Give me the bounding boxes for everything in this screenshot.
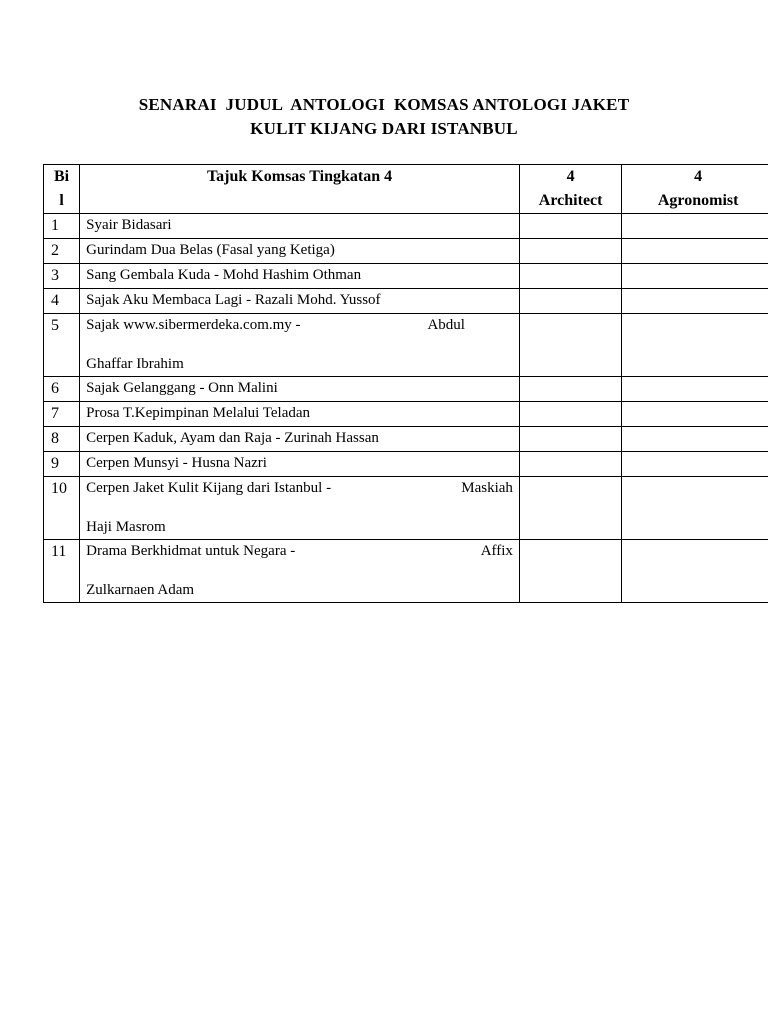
- row-title: Cerpen Kaduk, Ayam dan Raja - Zurinah Hassan: [80, 427, 520, 452]
- architect-cell: [519, 427, 621, 452]
- title-line-2: KULIT KIJANG DARI ISTANBUL: [250, 119, 518, 138]
- table-row: [44, 402, 768, 427]
- row-title: Prosa T.Kepimpinan Melalui Teladan: [80, 402, 520, 427]
- table-row: [44, 239, 768, 264]
- row-title: Cerpen Munsyi - Husna Nazri: [80, 452, 520, 477]
- table-row: [44, 477, 768, 540]
- agronomist-cell: [622, 264, 768, 289]
- row-title: Sajak Gelanggang - Onn Malini: [80, 377, 520, 402]
- architect-cell: [519, 540, 621, 603]
- row-title: Drama Berkhidmat untuk Negara - Affix Zulkarnaen Adam: [80, 540, 520, 603]
- agronomist-cell: [622, 540, 768, 603]
- architect-cell: [519, 314, 621, 377]
- table-row: [44, 264, 768, 289]
- table-row: [44, 452, 768, 477]
- agronomist-cell: [622, 452, 768, 477]
- architect-cell: [519, 477, 621, 540]
- row-title: Gurindam Dua Belas (Fasal yang Ketiga): [80, 239, 520, 264]
- architect-cell: [519, 239, 621, 264]
- row-title: Sajak Aku Membaca Lagi - Razali Mohd. Yussof: [80, 289, 520, 314]
- komsas-table: [43, 164, 768, 603]
- agronomist-cell: [622, 239, 768, 264]
- row-number: 11: [44, 540, 80, 603]
- row-number: 2: [44, 239, 80, 264]
- architect-cell: [519, 289, 621, 314]
- table-row: [44, 314, 768, 377]
- architect-cell: [519, 452, 621, 477]
- row-number: 9: [44, 452, 80, 477]
- row-title: Sajak www.sibermerdeka.com.my - Abdul Ghaffar Ibrahim: [80, 314, 520, 377]
- row-number: 6: [44, 377, 80, 402]
- agronomist-cell: [622, 477, 768, 540]
- row-number: 7: [44, 402, 80, 427]
- table-header-row: [44, 165, 768, 214]
- table-row: [44, 540, 768, 603]
- header-architect: 4 Architect: [519, 165, 621, 214]
- agronomist-cell: [622, 289, 768, 314]
- agronomist-cell: [622, 427, 768, 452]
- header-agronomist: 4 Agronomist: [622, 165, 768, 214]
- header-bil: Bi l: [44, 165, 80, 214]
- table-row: [44, 289, 768, 314]
- row-number: 10: [44, 477, 80, 540]
- row-number: 1: [44, 214, 80, 239]
- row-title: Syair Bidasari: [80, 214, 520, 239]
- document-title: [0, 93, 768, 141]
- agronomist-cell: [622, 377, 768, 402]
- row-number: 8: [44, 427, 80, 452]
- architect-cell: [519, 377, 621, 402]
- agronomist-cell: [622, 314, 768, 377]
- table-row: [44, 377, 768, 402]
- architect-cell: [519, 214, 621, 239]
- row-number: 3: [44, 264, 80, 289]
- header-tajuk: Tajuk Komsas Tingkatan 4: [80, 165, 520, 214]
- table-row: [44, 214, 768, 239]
- title-line-1: SENARAI JUDUL ANTOLOGI KOMSAS ANTOLOGI JAKET: [138, 95, 630, 114]
- row-number: 4: [44, 289, 80, 314]
- architect-cell: [519, 402, 621, 427]
- architect-cell: [519, 264, 621, 289]
- row-number: 5: [44, 314, 80, 377]
- row-title: Cerpen Jaket Kulit Kijang dari Istanbul - Maskiah Haji Masrom: [80, 477, 520, 540]
- agronomist-cell: [622, 402, 768, 427]
- agronomist-cell: [622, 214, 768, 239]
- row-title: Sang Gembala Kuda - Mohd Hashim Othman: [80, 264, 520, 289]
- table-row: [44, 427, 768, 452]
